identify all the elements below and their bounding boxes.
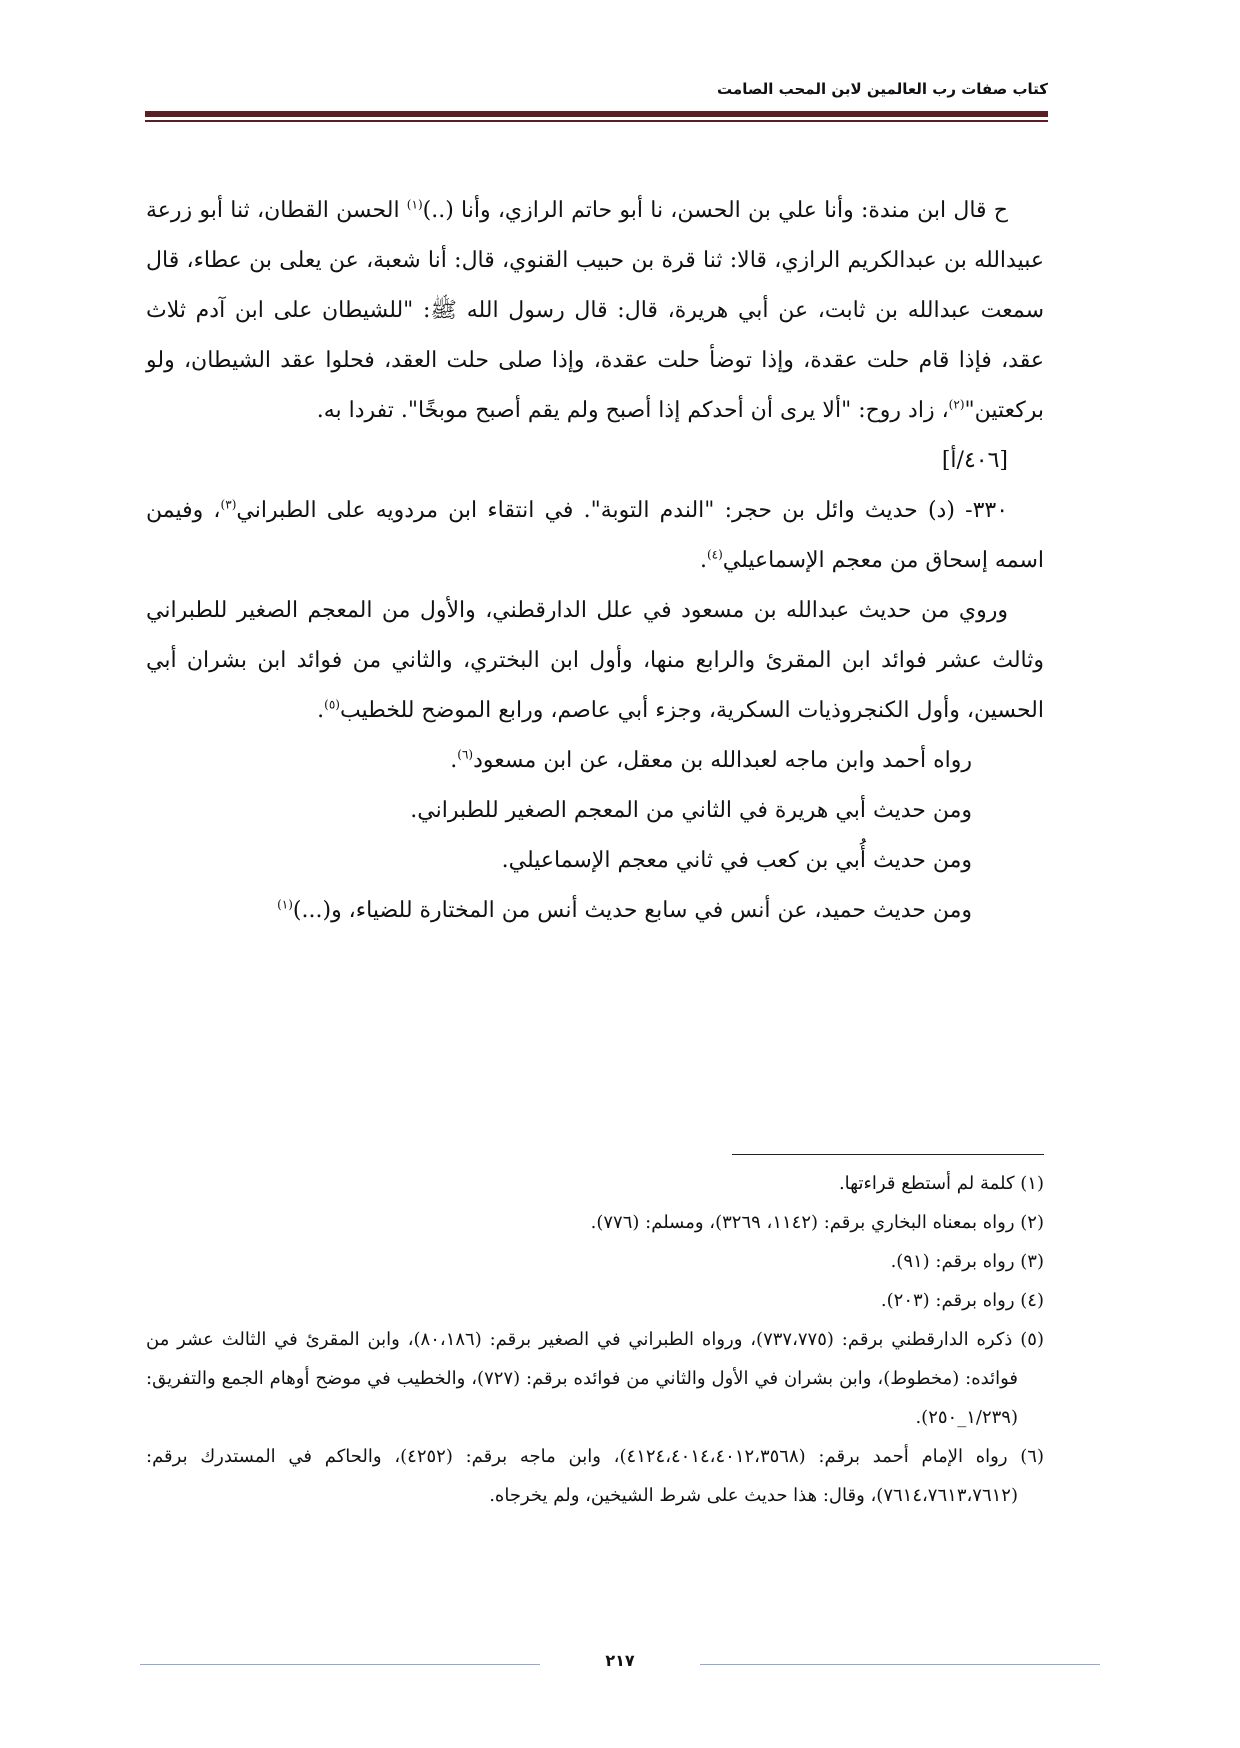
text-run: ، وفيمن اسمه إسحاق من معجم الإسماعيلي [146,498,1044,573]
text-run: . [699,548,707,573]
text-run: ٣٣٠- (د) حديث وائل بن حجر: "الندم التوبة". في انتقاء ابن مردويه على الطبراني [236,498,1009,523]
header-rule-thin [145,120,1048,122]
footnote-separator [732,1154,1044,1155]
footnote-ref-1b: (١) [277,897,293,912]
footnote-ref-2: (٢) [948,397,965,412]
footnote-1: (١) كلمة لم أستطع قراءتها. [838,1173,1044,1194]
folio-marker: [٤٠٦/أ] [941,448,1008,473]
footer-line-left [140,1664,540,1665]
text-run: ، زاد روح: "ألا يرى أن أحدكم إذا أصبح ولم يقم أصبح موبخًا". تفردا به. [316,398,949,423]
text-run: ح قال ابن مندة: وأنا علي بن الحسن، نا أبو حاتم الرازي، وأنا (..) [422,198,1008,223]
text-run: . [450,748,458,773]
text-run: رواه أحمد وابن ماجه لعبدالله بن معقل، عن ابن مسعود [473,748,972,773]
paragraph-hadith-330 [146,486,1044,586]
footnotes [146,1164,1044,1515]
footnote-ref-6: (٦) [457,747,474,762]
paragraph-ahmad [146,736,1044,786]
page-number: ٢١٧ [605,1651,635,1670]
footnote-ref-3: (٣) [220,497,237,512]
paragraph-ibn-masud [146,586,1044,736]
footnote-ref-4: (٤) [706,547,723,562]
paragraph-abu-hurayra: ومن حديث أبي هريرة في الثاني من المعجم الصغير للطبراني. [410,798,972,823]
paragraph-ubayy: ومن حديث أُبي بن كعب في ثاني معجم الإسماعيلي. [501,848,972,873]
footnote-ref-1: (١) [406,197,423,212]
paragraph-humayd [146,886,1044,936]
footnote-4: (٤) رواه برقم: (٢٠٣). [880,1290,1044,1311]
footnote-2: (٢) رواه بمعناه البخاري برقم: (١١٤٢، ٣٢٦٩)، ومسلم: (٧٧٦). [590,1212,1044,1233]
text-run: الحسن القطان، ثنا أبو زرعة عبيدالله بن عبدالكريم الرازي، قالا: ثنا قرة بن حبيب القنوي، قال: أنا شعبة، عن يعلى بن عطاء، قال سمعت عبدالله بن ثابت، عن أبي هريرة، قال: قال رسول الله ﷺ: "للشيطان على ابن آدم ثلاث عقد، فإذا قام حلت عقدة، وإذا توضأ حلت عقدة، وإذا صلى حلت العقد، فحلوا عقد الشيطان، ولو بركعتين" [146,198,1044,423]
footnote-5: (٥) ذكره الدارقطني برقم: (٧٣٧،٧٧٥)، ورواه الطبراني في الصغير برقم: (٨٠،١٨٦)، وابن المقرئ في الثالث عشر من فوائده: (مخطوط)، وابن بشران في الأول والثاني من فوائده برقم: (٧٢٧)، والخطيب في موضح أوهام الجمع والتفريق: (١/٢٣٩_٢٥٠). [146,1329,1044,1428]
footnote-3: (٣) رواه برقم: (٩١). [890,1251,1044,1272]
header-rule-thick [145,111,1048,117]
footer-line-right [700,1664,1100,1665]
text-run: . [317,698,325,723]
running-header-title: كتاب صفات رب العالمين لابن المحب الصامت [717,80,1048,98]
text-run: ومن حديث حميد، عن أنس في سابع حديث أنس من المختارة للضياء، و(...) [292,898,972,923]
paragraph-isnad [146,186,1044,436]
main-text [146,186,1044,936]
text-run: وروي من حديث عبدالله بن مسعود في علل الدارقطني، والأول من المعجم الصغير للطبراني وثالث عشر فوائد ابن المقرئ والرابع منها، وأول ابن البختري، والثاني من فوائد ابن بشران أبي الحسين، وأول الكنجروذيات السكرية، وجزء أبي عاصم، ورابع الموضح للخطيب [146,598,1044,723]
footnote-6: (٦) رواه الإمام أحمد برقم: (٤١٢٤،٤٠١٤،٤٠١٢،٣٥٦٨)، وابن ماجه برقم: (٤٢٥٢)، والحاكم في المستدرك برقم: (٧٦١٤،٧٦١٣،٧٦١٢)، وقال: هذا حديث على شرط الشيخين، ولم يخرجاه. [146,1446,1044,1506]
footnote-ref-5: (٥) [324,697,340,712]
